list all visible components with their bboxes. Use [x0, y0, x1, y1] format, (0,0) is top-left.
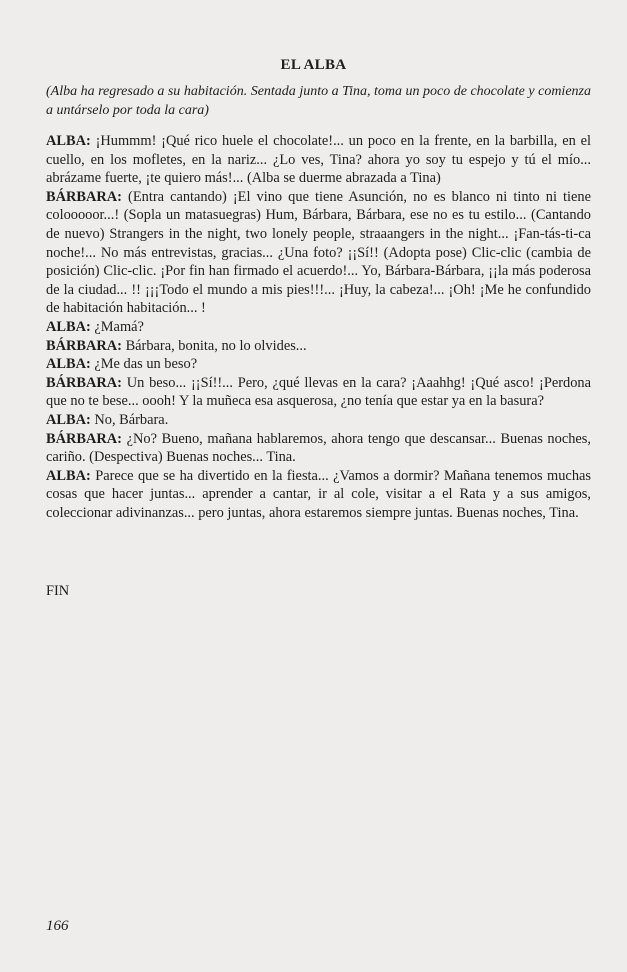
dialogue-line: BÁRBARA: (Entra cantando) ¡El vino que tiene Asunción, no es blanco ni tinto ni tiene colooooor...! (Sopla un matasuegras) Hum, Bárbara, Bárbara, ese no es tu estilo... (Cantando de nuevo) Strangers in the night, two lonely people, straaangers in the night... ¡Fan-tás-ti-ca noche!... No más entrevistas, gracias... ¿Una foto? ¡¡Sí!! (Adopta pose) Clic-clic (cambia de posición) Clic-clic. ¡Por fin han firmado el acuerdo!... Yo, Bárbara-Bárbara, ¡¡la más poderosa de la ciudad... !! ¡¡¡Todo el mundo a mis pies!!!... ¡Huy, la cabeza!... ¡Oh! ¡Me he confundido de habitación habitación... !	[46, 188, 592, 317]
page-number: 166	[46, 918, 69, 934]
dialogue-text: ¿Mamá?	[94, 318, 144, 335]
dialogue-text: No, Bárbara.	[94, 411, 169, 428]
speaker-name: BÁRBARA	[46, 337, 118, 354]
dialogue-text: Un beso... ¡¡Sí!!... Pero, ¿qué llevas en la cara? ¡Aaahhg! ¡Qué asco! ¡Perdona que no te bese... oooh! Y la muñeca esa asquerosa, ¿no tenía que estar ya en la basura?	[46, 374, 592, 410]
speaker-name: BÁRBARA	[46, 430, 118, 447]
dialogue-text: ¿Me das un beso?	[94, 356, 198, 373]
dialogue-line: ALBA: ¿Mamá?	[46, 318, 144, 335]
speaker-name: ALBA	[46, 133, 86, 149]
dialogue-line: ALBA: No, Bárbara.	[46, 411, 169, 428]
ending-label: FIN	[46, 583, 70, 599]
speaker-name: BÁRBARA	[46, 374, 118, 391]
dialogue-line: BÁRBARA: ¿No? Bueno, mañana hablaremos, ahora tengo que descansar... Buenas noches, cariño. (Despectiva) Buenas noches... Tina.	[46, 430, 591, 466]
scene-title: EL ALBA	[280, 57, 347, 73]
stage-direction: (Alba ha regresado a su habitación. Sentada junto a Tina, toma un poco de chocolate y comienza a untárselo por toda la cara)	[46, 84, 591, 118]
dialogue-line: BÁRBARA: Un beso... ¡¡Sí!!... Pero, ¿qué llevas en la cara? ¡Aaahhg! ¡Qué asco! ¡Perdona que no te bese... oooh! Y la muñeca esa asquerosa, ¿no tenía que estar ya en la basura?	[46, 374, 592, 410]
speaker-name: ALBA	[46, 318, 86, 335]
dialogue-text: ¡Hummm! ¡Qué rico huele el chocolate!... un poco en la frente, en la barbilla, en el cuello, en los mofletes, en la nariz... ¿Lo ves, Tina? ahora yo soy tu espejo y tú el mío... abrázame fuerte, ¡te quiero más!... (Alba se duerme abrazada a Tina)	[46, 133, 592, 187]
dialogue-text: Parece que se ha divertido en la fiesta... ¿Vamos a dormir? Mañana tenemos muchas cosas que hacer juntas... aprender a cantar, ir al cole, visitar a el Rata y a sus amigos, coleccionar adivinanzas... pero juntas, ahora estaremos siempre juntas. Buenas noches, Tina.	[46, 467, 592, 521]
dialogue-text: ¿No? Bueno, mañana hablaremos, ahora tengo que descansar... Buenas noches, cariño. (Despectiva) Buenas noches... Tina.	[46, 430, 591, 466]
dialogue-line: ALBA: Parece que se ha divertido en la fiesta... ¿Vamos a dormir? Mañana tenemos muchas cosas que hacer juntas... aprender a cantar, ir al cole, visitar a el Rata y a sus amigos, coleccionar adivinanzas... pero juntas, ahora estaremos siempre juntas. Buenas noches, Tina.	[46, 467, 592, 521]
dialogue-line: BÁRBARA: Bárbara, bonita, no lo olvides...	[46, 337, 307, 354]
speaker-name: ALBA	[46, 411, 86, 428]
dialogue-block	[46, 132, 591, 522]
dialogue-text: Bárbara, bonita, no lo olvides...	[125, 337, 307, 354]
speaker-name: ALBA	[46, 356, 86, 373]
dialogue-line: ALBA: ¡Hummm! ¡Qué rico huele el chocolate!... un poco en la frente, en la barbilla, en el cuello, en los mofletes, en la nariz... ¿Lo ves, Tina? ahora yo soy tu espejo y tú el mío... abrázame fuerte, ¡te quiero más!... (Alba se duerme abrazada a Tina)	[46, 133, 592, 187]
speaker-name: BÁRBARA	[46, 188, 118, 205]
dialogue-line: ALBA: ¿Me das un beso?	[46, 356, 198, 373]
dialogue-text: (Entra cantando) ¡El vino que tiene Asunción, no es blanco ni tinto ni tiene colooooor...! (Sopla un matasuegras) Hum, Bárbara, Bárbara, ese no es tu estilo... (Cantando de nuevo) Strangers in the night, two lonely people, straaangers in the night... ¡Fan-tás-ti-ca noche!... No más entrevistas, gracias... ¿Una foto? ¡¡Sí!! (Adopta pose) Clic-clic (cambia de posición) Clic-clic. ¡Por fin han firmado el acuerdo!... Yo, Bárbara-Bárbara, ¡¡la más poderosa de la ciudad... !! ¡¡¡Todo el mundo a mis pies!!!... ¡Huy, la cabeza!... ¡Oh! ¡Me he confundido de habitación habitación... !	[46, 188, 592, 317]
speaker-name: ALBA	[46, 467, 86, 484]
